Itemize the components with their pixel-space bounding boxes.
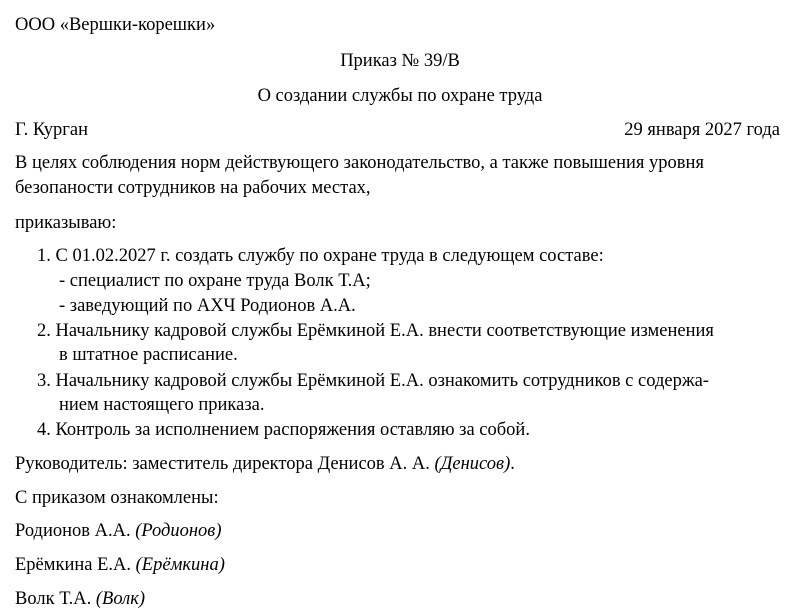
head-signature: (Денисов) bbox=[434, 454, 511, 474]
item-number: 3. bbox=[37, 371, 51, 391]
acquainted-row bbox=[15, 519, 222, 543]
list-item bbox=[37, 319, 714, 343]
acquainted-signature: (Ерёмкина) bbox=[135, 555, 225, 575]
city: Г. Курган bbox=[15, 120, 89, 140]
order-title: Приказ № 39/В bbox=[340, 51, 460, 71]
item-number: 1. bbox=[37, 246, 51, 266]
item-number: 4. bbox=[37, 420, 51, 440]
item-text: С 01.02.2027 г. создать службу по охране труда в следующем составе: bbox=[55, 246, 604, 266]
acquainted-row bbox=[15, 587, 145, 611]
preamble-line: В целях соблюдения норм действующего законодательство, а также повышения уровня bbox=[15, 153, 704, 173]
acquainted-signature: (Волк) bbox=[95, 589, 146, 609]
acquainted-row bbox=[15, 553, 225, 577]
acquainted-name: Родионов А.А. bbox=[15, 521, 131, 541]
acquainted-name: Волк Т.А. bbox=[15, 589, 92, 609]
item-number: 2. bbox=[37, 321, 51, 341]
order-word: приказываю: bbox=[15, 213, 117, 233]
list-item bbox=[37, 244, 604, 268]
item-text: Начальнику кадровой службы Ерёмкиной Е.А. внести соответствующие изменения bbox=[55, 321, 714, 341]
acquainted-label: С приказом ознакомлены: bbox=[15, 488, 219, 508]
item-continuation: в штатное расписание. bbox=[59, 345, 238, 365]
list-item bbox=[37, 418, 530, 442]
organization-name: ООО «Вершки-корешки» bbox=[15, 15, 216, 35]
preamble-line: безопаности сотрудников на рабочих местах, bbox=[15, 178, 371, 198]
head-signature-line bbox=[15, 452, 515, 476]
order-subject: О создании службы по охране труда bbox=[257, 86, 543, 106]
item-continuation: нием настоящего приказа. bbox=[59, 395, 265, 415]
acquainted-signature: (Родионов) bbox=[135, 521, 222, 541]
item-continuation: - специалист по охране труда Волк Т.А; bbox=[59, 271, 371, 291]
list-item bbox=[37, 369, 709, 393]
order-date: 29 января 2027 года bbox=[624, 120, 780, 140]
item-continuation: - заведующий по АХЧ Родионов А.А. bbox=[59, 296, 356, 316]
item-text: Начальнику кадровой службы Ерёмкиной Е.А. ознакомить сотрудников с содержа- bbox=[55, 371, 709, 391]
head-label: Руководитель: заместитель директора Денисов А. А. bbox=[15, 454, 430, 474]
acquainted-name: Ерёмкина Е.А. bbox=[15, 555, 132, 575]
head-end: . bbox=[510, 454, 515, 474]
item-text: Контроль за исполнением распоряжения оставляю за собой. bbox=[55, 420, 530, 440]
